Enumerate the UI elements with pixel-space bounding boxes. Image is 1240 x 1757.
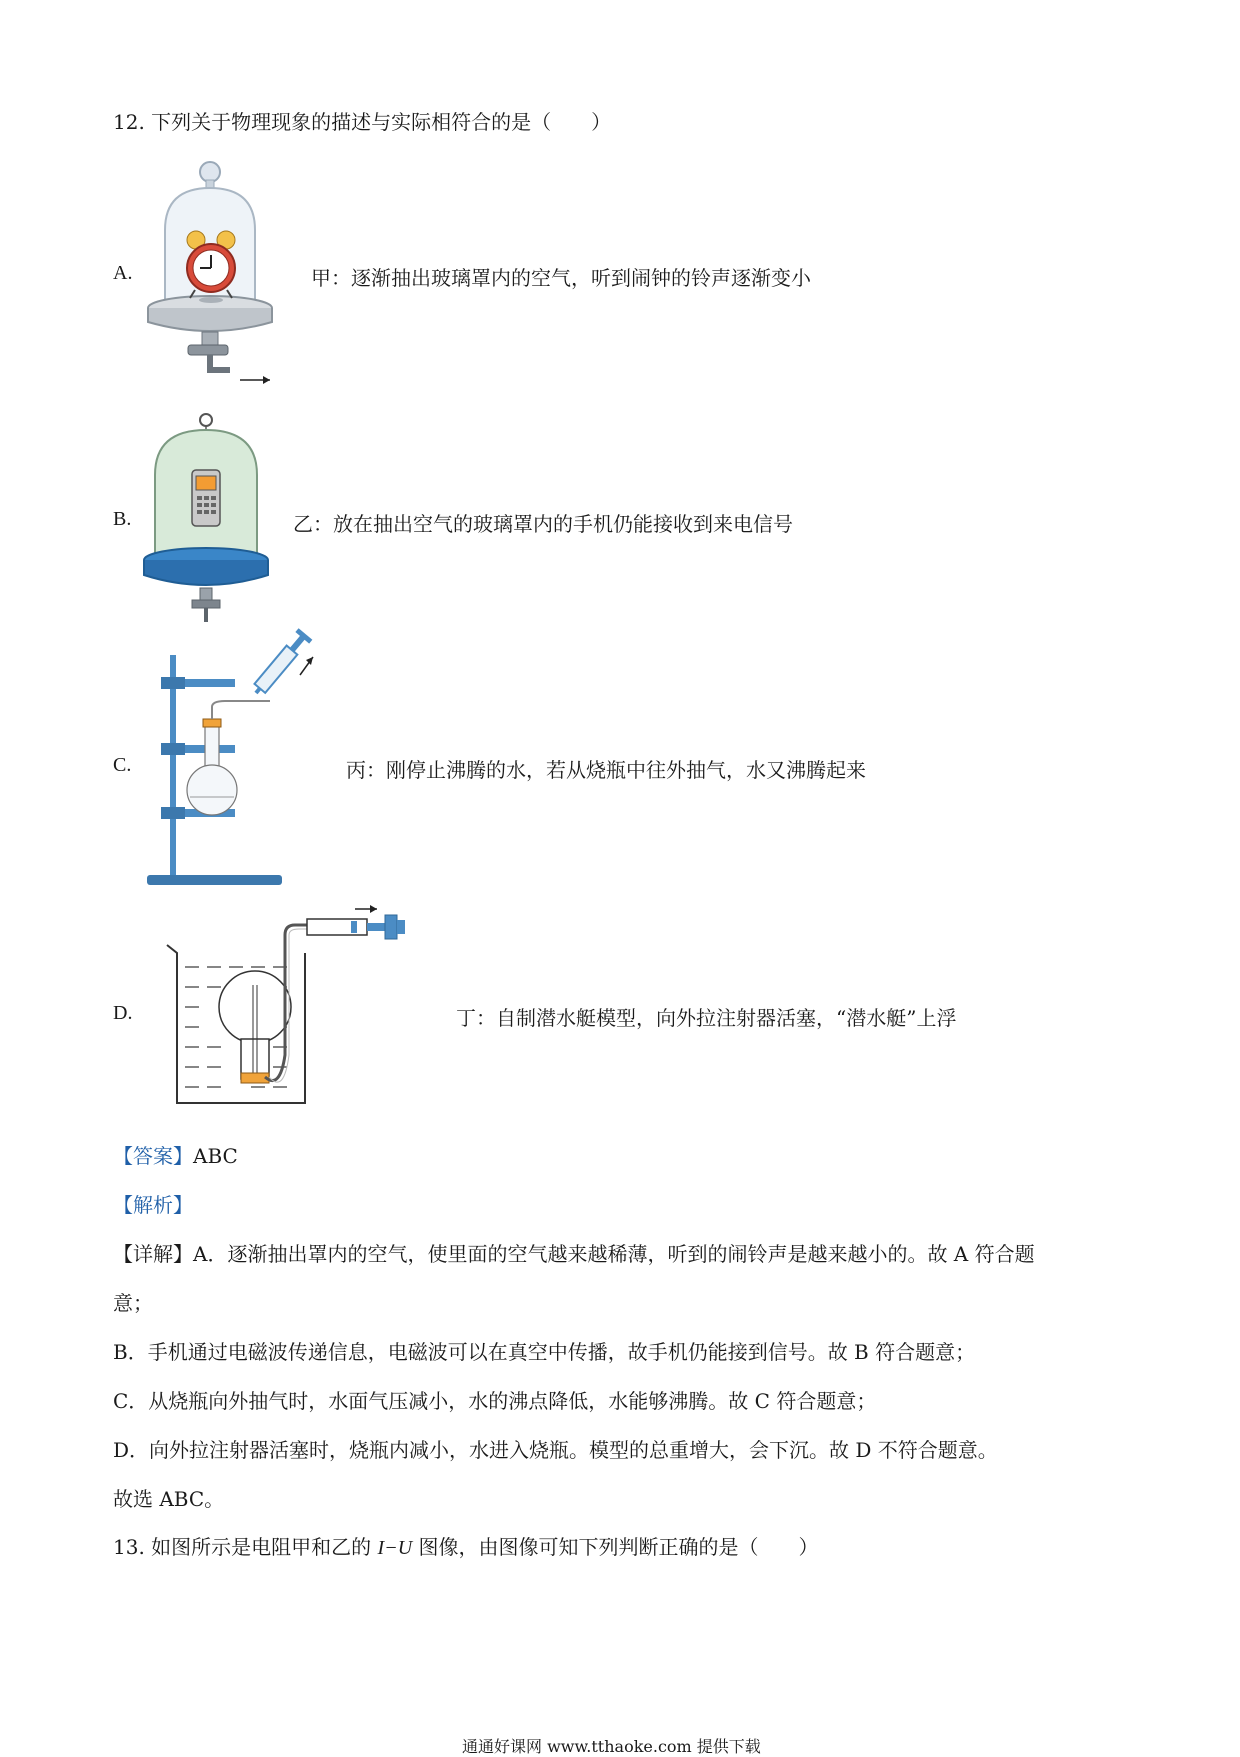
option-b-text: 乙：放在抽出空气的玻璃罩内的手机仍能接收到来电信号 [293, 512, 793, 536]
option-d-text: 丁：自制潜水艇模型，向外拉注射器活塞，“潜水艇”上浮 [456, 1006, 957, 1030]
page-footer: 通通好课网 www.tthaoke.com 提供下载 [462, 1737, 761, 1756]
answer-tag: 【答案】 [113, 1144, 193, 1168]
answer-value: ABC [193, 1144, 238, 1168]
detail-line-3: B．手机通过电磁波传递信息，电磁波可以在真空中传播，故手机仍能接到信号。故 B 符合题意； [113, 1340, 976, 1364]
submarine-model-figure [165, 905, 465, 1115]
q13-suffix: 图像，由图像可知下列判断正确的是（ ） [412, 1535, 819, 1559]
analysis-tag: 【解析】 [113, 1193, 193, 1217]
bell-jar-alarm-clock-figure [140, 160, 300, 390]
question-12-stem: 12. 下列关于物理现象的描述与实际相符合的是（ ） [113, 110, 612, 134]
detail-line-1 [113, 1238, 1035, 1267]
option-c-letter: C. [113, 754, 132, 776]
q13-math: I−U [377, 1537, 413, 1559]
detail-tag: 【详解】 [113, 1242, 193, 1266]
answer-line [113, 1140, 238, 1169]
q13-prefix: 13. 如图所示是电阻甲和乙的 [113, 1535, 378, 1559]
detail-text-1: A．逐渐抽出罩内的空气，使里面的空气越来越稀薄，听到的闹铃声是越来越小的。故 A 符合题 [193, 1242, 1035, 1266]
option-b-letter: B. [113, 508, 132, 530]
detail-line-5: D．向外拉注射器活塞时，烧瓶内减小，水进入烧瓶。模型的总重增大，会下沉。故 D 不符合题意。 [113, 1438, 998, 1462]
detail-line-2: 意； [113, 1291, 153, 1315]
detail-line-4: C．从烧瓶向外抽气时，水面气压减小，水的沸点降低，水能够沸腾。故 C 符合题意； [113, 1389, 877, 1413]
flask-syringe-stand-figure [145, 635, 325, 890]
option-c-text: 丙：刚停止沸腾的水，若从烧瓶中往外抽气，水又沸腾起来 [346, 758, 866, 782]
detail-line-6: 故选 ABC。 [113, 1487, 225, 1511]
option-d-letter: D. [113, 1002, 133, 1024]
bell-jar-phone-figure [140, 410, 280, 625]
question-13-stem [113, 1531, 819, 1560]
option-a-text: 甲：逐渐抽出玻璃罩内的空气，听到闹钟的铃声逐渐变小 [311, 266, 811, 290]
option-a-letter: A. [113, 262, 133, 284]
